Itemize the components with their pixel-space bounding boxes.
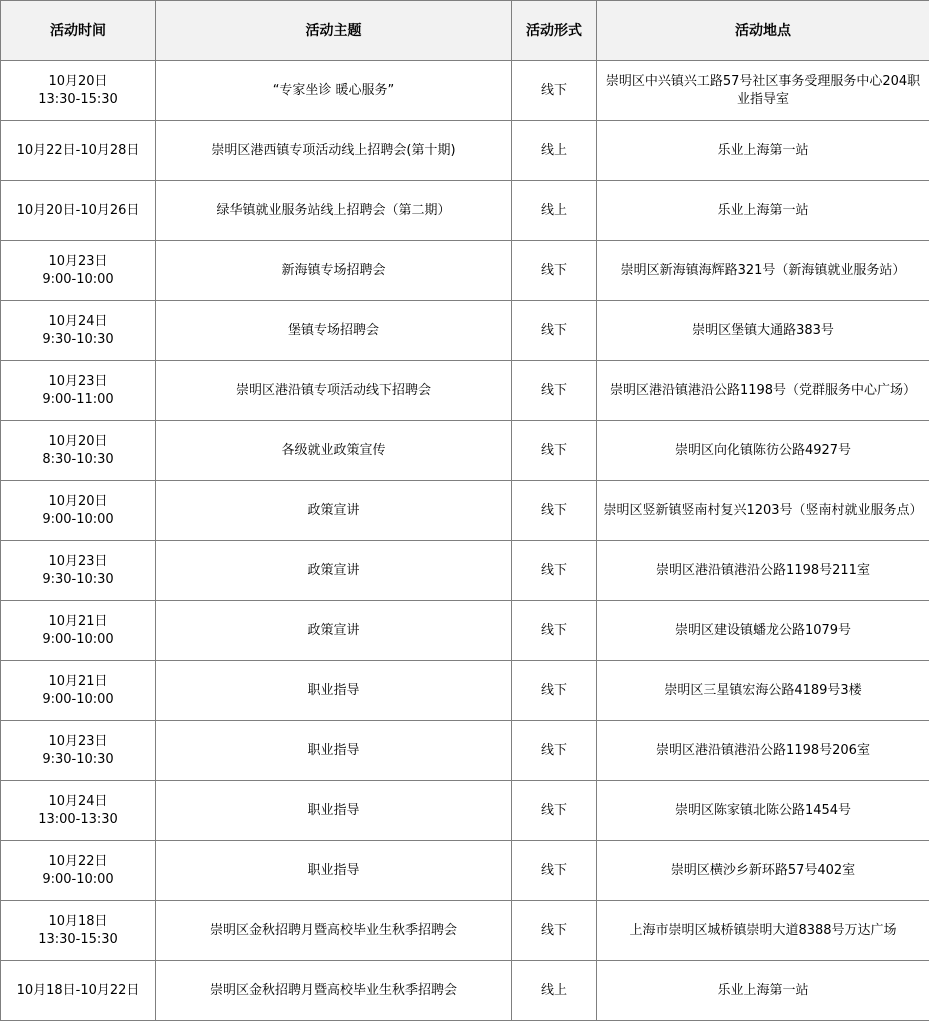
cell-place: 乐业上海第一站: [597, 181, 929, 241]
cell-time: [1, 601, 156, 661]
cell-topic: 政策宣讲: [156, 481, 512, 541]
cell-hours: 9:30-10:30: [42, 331, 114, 347]
cell-place: 崇明区建设镇蟠龙公路1079号: [597, 601, 929, 661]
cell-time: [1, 301, 156, 361]
header-place: 活动地点: [597, 1, 929, 61]
cell-place: 崇明区港沿镇港沿公路1198号211室: [597, 541, 929, 601]
cell-form: 线下: [512, 61, 597, 121]
cell-hours: 13:30-15:30: [38, 931, 118, 947]
table-row: [1, 661, 929, 721]
cell-hours: 13:30-15:30: [38, 91, 118, 107]
cell-time: [1, 421, 156, 481]
table-row: [1, 121, 929, 181]
table-row: [1, 481, 929, 541]
cell-topic: 崇明区港西镇专项活动线上招聘会(第十期): [156, 121, 512, 181]
cell-form: 线下: [512, 421, 597, 481]
cell-time: [1, 481, 156, 541]
cell-hours: 9:00-10:00: [42, 271, 114, 287]
cell-form: 线下: [512, 661, 597, 721]
cell-form: 线下: [512, 241, 597, 301]
cell-form: 线上: [512, 121, 597, 181]
header-topic: 活动主题: [156, 1, 512, 61]
cell-hours: 9:30-10:30: [42, 751, 114, 767]
cell-form: 线上: [512, 181, 597, 241]
cell-time: [1, 541, 156, 601]
cell-date: 10月20日: [48, 73, 108, 89]
cell-hours: 9:00-11:00: [42, 391, 114, 407]
cell-form: 线下: [512, 781, 597, 841]
cell-place: 崇明区新海镇海辉路321号（新海镇就业服务站）: [597, 241, 929, 301]
cell-topic: 职业指导: [156, 841, 512, 901]
cell-time: [1, 241, 156, 301]
cell-time: [1, 181, 156, 241]
table-row: [1, 781, 929, 841]
cell-topic: “专家坐诊 暖心服务”: [156, 61, 512, 121]
header-form: 活动形式: [512, 1, 597, 61]
cell-place: 崇明区中兴镇兴工路57号社区事务受理服务中心204职业指导室: [597, 61, 929, 121]
cell-form: 线上: [512, 961, 597, 1021]
cell-topic: 绿华镇就业服务站线上招聘会（第二期）: [156, 181, 512, 241]
cell-hours: 9:30-10:30: [42, 571, 114, 587]
cell-time: [1, 361, 156, 421]
cell-time: [1, 61, 156, 121]
cell-topic: 堡镇专场招聘会: [156, 301, 512, 361]
cell-form: 线下: [512, 601, 597, 661]
cell-place: 崇明区堡镇大通路383号: [597, 301, 929, 361]
table-row: [1, 601, 929, 661]
cell-time: [1, 781, 156, 841]
cell-time: [1, 721, 156, 781]
cell-place: 崇明区向化镇陈彷公路4927号: [597, 421, 929, 481]
header-row: [1, 1, 929, 61]
cell-date: 10月20日: [48, 493, 108, 509]
table-row: [1, 721, 929, 781]
cell-time: [1, 961, 156, 1021]
cell-place: 乐业上海第一站: [597, 121, 929, 181]
cell-place: 崇明区港沿镇港沿公路1198号（党群服务中心广场）: [597, 361, 929, 421]
cell-time: [1, 661, 156, 721]
cell-topic: 各级就业政策宣传: [156, 421, 512, 481]
table-row: [1, 541, 929, 601]
cell-topic: 崇明区金秋招聘月暨高校毕业生秋季招聘会: [156, 901, 512, 961]
cell-hours: 9:00-10:00: [42, 511, 114, 527]
cell-topic: 崇明区金秋招聘月暨高校毕业生秋季招聘会: [156, 961, 512, 1021]
table-row: [1, 361, 929, 421]
header-time: 活动时间: [1, 1, 156, 61]
cell-date: 10月23日: [48, 373, 108, 389]
cell-date: 10月18日: [48, 913, 108, 929]
cell-date: 10月24日: [48, 793, 108, 809]
cell-place: 崇明区三星镇宏海公路4189号3楼: [597, 661, 929, 721]
cell-form: 线下: [512, 541, 597, 601]
cell-place: 乐业上海第一站: [597, 961, 929, 1021]
table-row: [1, 961, 929, 1021]
table-body: [1, 61, 929, 1021]
cell-form: 线下: [512, 841, 597, 901]
cell-topic: 职业指导: [156, 661, 512, 721]
table-row: [1, 901, 929, 961]
cell-form: 线下: [512, 361, 597, 421]
cell-date: 10月20日-10月26日: [16, 202, 140, 218]
cell-date: 10月20日: [48, 433, 108, 449]
cell-place: 崇明区横沙乡新环路57号402室: [597, 841, 929, 901]
cell-topic: 崇明区港沿镇专项活动线下招聘会: [156, 361, 512, 421]
cell-date: 10月24日: [48, 313, 108, 329]
cell-date: 10月18日-10月22日: [16, 982, 140, 998]
cell-place: 上海市崇明区城桥镇崇明大道8388号万达广场: [597, 901, 929, 961]
cell-topic: 新海镇专场招聘会: [156, 241, 512, 301]
table-row: [1, 181, 929, 241]
cell-hours: 9:00-10:00: [42, 631, 114, 647]
cell-date: 10月23日: [48, 253, 108, 269]
cell-time: [1, 901, 156, 961]
table-row: [1, 421, 929, 481]
cell-date: 10月21日: [48, 613, 108, 629]
table-row: [1, 841, 929, 901]
table-row: [1, 301, 929, 361]
cell-date: 10月23日: [48, 733, 108, 749]
cell-form: 线下: [512, 301, 597, 361]
cell-time: [1, 841, 156, 901]
cell-form: 线下: [512, 721, 597, 781]
cell-topic: 职业指导: [156, 721, 512, 781]
cell-date: 10月22日: [48, 853, 108, 869]
cell-topic: 职业指导: [156, 781, 512, 841]
cell-place: 崇明区竖新镇竖南村复兴1203号（竖南村就业服务点）: [597, 481, 929, 541]
cell-hours: 9:00-10:00: [42, 871, 114, 887]
cell-form: 线下: [512, 901, 597, 961]
cell-date: 10月23日: [48, 553, 108, 569]
cell-topic: 政策宣讲: [156, 601, 512, 661]
cell-time: [1, 121, 156, 181]
cell-hours: 9:00-10:00: [42, 691, 114, 707]
cell-date: 10月22日-10月28日: [16, 142, 140, 158]
cell-topic: 政策宣讲: [156, 541, 512, 601]
cell-form: 线下: [512, 481, 597, 541]
cell-hours: 8:30-10:30: [42, 451, 114, 467]
cell-place: 崇明区陈家镇北陈公路1454号: [597, 781, 929, 841]
cell-date: 10月21日: [48, 673, 108, 689]
cell-place: 崇明区港沿镇港沿公路1198号206室: [597, 721, 929, 781]
table-row: [1, 61, 929, 121]
table-row: [1, 241, 929, 301]
cell-hours: 13:00-13:30: [38, 811, 118, 827]
